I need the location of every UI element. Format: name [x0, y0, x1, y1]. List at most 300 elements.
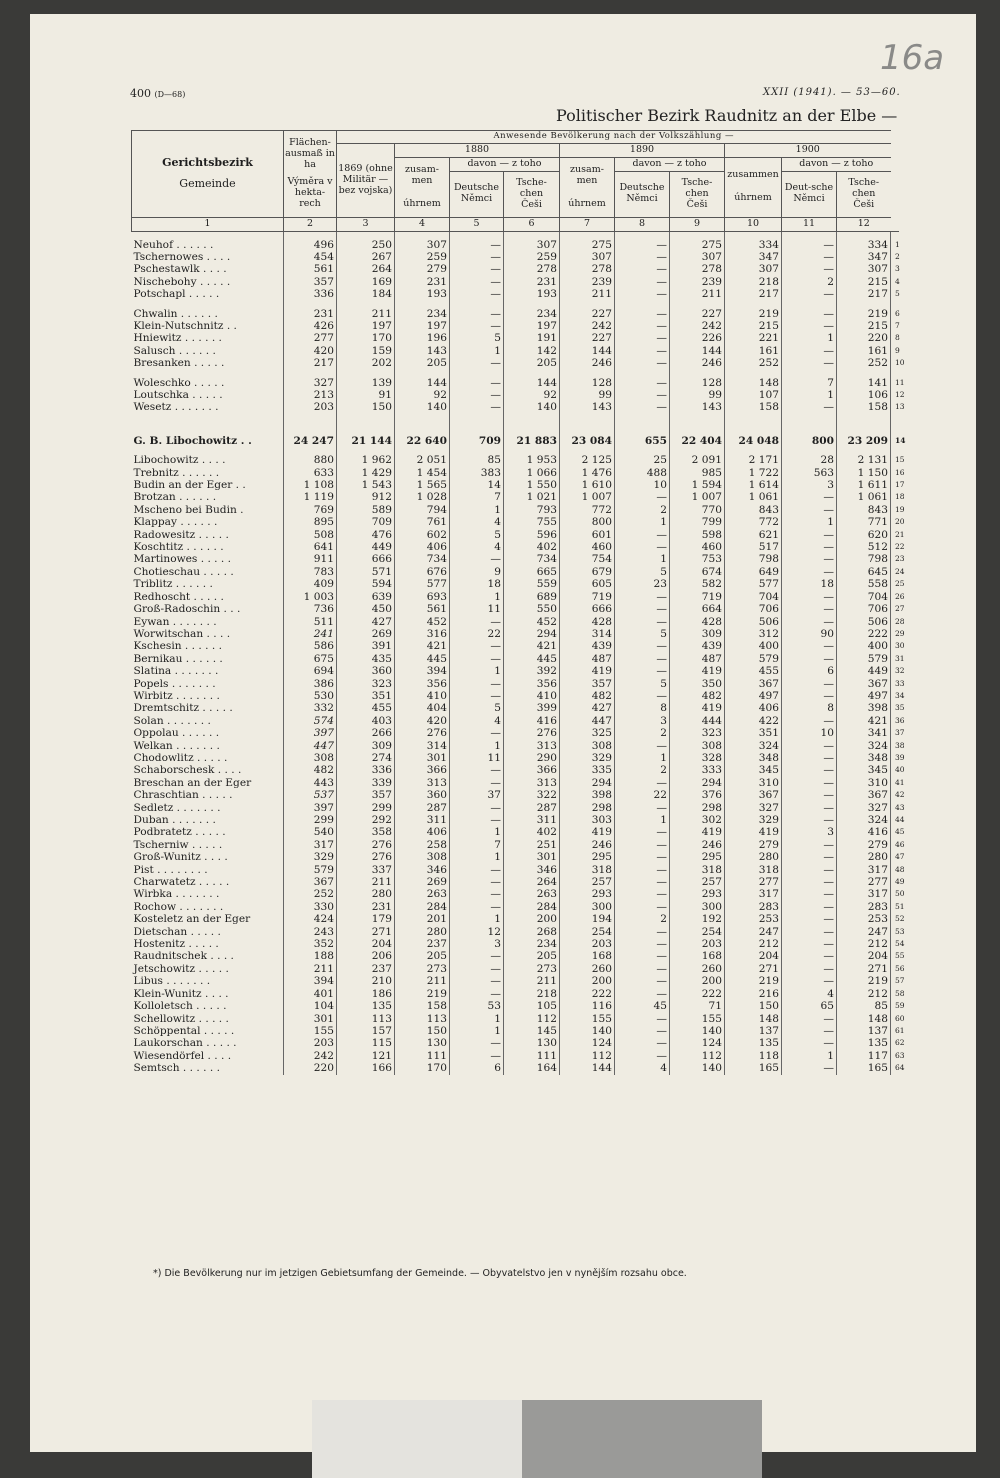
cell-value: 11: [450, 603, 504, 615]
cell-value: 517: [725, 541, 782, 553]
cell-value: 537: [284, 789, 337, 801]
cell-value: 508: [284, 529, 337, 541]
cell-value: 254: [560, 926, 615, 938]
cell-value: 397: [284, 802, 337, 814]
cell-value: 1 476: [560, 467, 615, 479]
table-row: [132, 616, 899, 628]
cell-value: 679: [560, 566, 615, 578]
cell-value: 112: [560, 1050, 615, 1062]
cell-value: 155: [560, 1013, 615, 1025]
cell-value: 753: [670, 553, 725, 565]
cell-value: —: [450, 690, 504, 702]
cell-value: 367: [725, 789, 782, 801]
row-number: 9: [891, 345, 899, 357]
cell-value: —: [782, 901, 837, 913]
row-number: 54: [891, 938, 899, 950]
cell-value: 345: [837, 764, 891, 776]
row-number: 41: [891, 777, 899, 789]
table-row: [132, 665, 899, 677]
cell-value: 367: [837, 789, 891, 801]
cell-value: 435: [337, 653, 395, 665]
cell-value: 307: [837, 263, 891, 275]
cell-value: 641: [284, 541, 337, 553]
cell-value: —: [782, 888, 837, 900]
cell-value: 736: [284, 603, 337, 615]
cell-value: 111: [395, 1050, 450, 1062]
table-row: [132, 288, 899, 300]
cell-value: 1: [615, 752, 670, 764]
cell-value: 3: [782, 826, 837, 838]
cell-value: 307: [504, 239, 560, 251]
municipality-name: Schöppental . . . . .: [133, 1024, 235, 1037]
cell-value: 219: [725, 308, 782, 320]
cell-value: 273: [395, 963, 450, 975]
cell-value: 197: [395, 320, 450, 332]
table-row: [132, 690, 899, 702]
cell-value: —: [450, 308, 504, 320]
cell-value: 2 171: [725, 454, 782, 466]
cell-value: 318: [670, 864, 725, 876]
municipality-name: Triblitz . . . . . .: [133, 578, 213, 591]
cell-value: 421: [395, 640, 450, 652]
cell-value: —: [782, 678, 837, 690]
cell-value: 317: [837, 888, 891, 900]
cell-value: 450: [337, 603, 395, 615]
cell-value: 1: [782, 1050, 837, 1062]
cell-value: 582: [670, 578, 725, 590]
cell-value: 150: [725, 1000, 782, 1012]
cell-value: 506: [725, 616, 782, 628]
cell-value: 709: [450, 435, 504, 447]
cell-value: 455: [725, 665, 782, 677]
cell-value: 357: [284, 276, 337, 288]
table-row: [132, 740, 899, 752]
cell-value: 605: [560, 578, 615, 590]
cell-value: 14: [450, 479, 504, 491]
census-table: [131, 130, 906, 1075]
municipality-name: Wirbitz . . . . . . .: [133, 689, 220, 702]
cell-value: 329: [560, 752, 615, 764]
district-total-row: [132, 435, 899, 447]
cell-value: —: [615, 345, 670, 357]
cell-value: 800: [560, 516, 615, 528]
cell-value: 188: [284, 950, 337, 962]
table-row: [132, 913, 899, 925]
cell-value: 497: [837, 690, 891, 702]
cell-value: 798: [837, 553, 891, 565]
cell-value: 237: [395, 938, 450, 950]
municipality-name: Groß-Wunitz . . . .: [133, 851, 228, 864]
cell-value: 53: [450, 1000, 504, 1012]
table-row: [132, 938, 899, 950]
cell-value: 351: [725, 727, 782, 739]
cell-value: 1 953: [504, 454, 560, 466]
cell-value: —: [615, 876, 670, 888]
cell-value: 307: [395, 239, 450, 251]
cell-value: 579: [837, 653, 891, 665]
cell-value: —: [450, 239, 504, 251]
municipality-name: Libochowitz . . . .: [133, 454, 226, 467]
cell-value: 279: [725, 839, 782, 851]
cell-value: 734: [395, 553, 450, 565]
cell-value: 192: [670, 913, 725, 925]
cell-value: 311: [504, 814, 560, 826]
row-number: 52: [891, 913, 899, 925]
municipality-name: Trebnitz . . . . . .: [133, 466, 220, 479]
row-number: 43: [891, 802, 899, 814]
cell-value: 351: [337, 690, 395, 702]
cell-value: 254: [670, 926, 725, 938]
municipality-name: Klein-Wunitz . . . .: [133, 987, 229, 1000]
cell-value: 487: [670, 653, 725, 665]
cell-value: 165: [725, 1062, 782, 1074]
cell-value: 217: [837, 288, 891, 300]
cell-value: 307: [560, 251, 615, 263]
cell-value: —: [782, 566, 837, 578]
cell-value: 106: [837, 389, 891, 401]
cell-value: 783: [284, 566, 337, 578]
cell-value: 476: [337, 529, 395, 541]
cell-value: 310: [725, 777, 782, 789]
cell-value: 22: [615, 789, 670, 801]
cell-value: 348: [837, 752, 891, 764]
municipality-name: Breschan an der Eger: [133, 776, 252, 789]
cell-value: 419: [670, 702, 725, 714]
cell-value: 197: [337, 320, 395, 332]
cell-value: 1: [782, 332, 837, 344]
cell-value: 449: [837, 665, 891, 677]
cell-value: 130: [504, 1037, 560, 1049]
cell-value: 314: [560, 628, 615, 640]
archive-label-gray: [522, 1400, 762, 1478]
cell-value: 324: [837, 814, 891, 826]
cell-value: 239: [560, 276, 615, 288]
cell-value: —: [615, 1025, 670, 1037]
cell-value: 211: [337, 308, 395, 320]
cell-value: 309: [670, 628, 725, 640]
cell-value: 410: [504, 690, 560, 702]
cell-value: 107: [725, 389, 782, 401]
cell-value: —: [782, 777, 837, 789]
cell-value: 427: [337, 616, 395, 628]
cell-value: 234: [395, 308, 450, 320]
cell-value: —: [782, 950, 837, 962]
municipality-name: Chwalin . . . . . .: [133, 307, 218, 320]
cell-value: 337: [337, 864, 395, 876]
municipality-name: Tscherniw . . . . .: [133, 838, 223, 851]
cell-value: 22 640: [395, 435, 450, 447]
cell-value: 1 543: [337, 479, 395, 491]
row-number: 32: [891, 665, 899, 677]
cell-value: 403: [337, 715, 395, 727]
cell-value: 336: [337, 764, 395, 776]
spacer-row: [132, 301, 899, 308]
cell-value: 148: [725, 377, 782, 389]
cell-value: 222: [560, 988, 615, 1000]
cell-value: 212: [837, 988, 891, 1000]
cell-value: —: [782, 913, 837, 925]
table-row: [132, 702, 899, 714]
cell-value: —: [450, 963, 504, 975]
cell-value: 704: [725, 591, 782, 603]
cell-value: 391: [337, 640, 395, 652]
cell-value: 424: [284, 913, 337, 925]
cell-value: 308: [560, 740, 615, 752]
cell-value: 193: [504, 288, 560, 300]
row-number: 21: [891, 529, 899, 541]
table-row: [132, 1013, 899, 1025]
cell-value: 85: [837, 1000, 891, 1012]
cell-value: 350: [670, 678, 725, 690]
cell-value: 530: [284, 690, 337, 702]
cell-value: —: [450, 764, 504, 776]
municipality-name: Hniewitz . . . . . .: [133, 332, 222, 345]
header-deutsche-1880: Deutsche Němci: [450, 171, 504, 217]
cell-value: 333: [670, 764, 725, 776]
cell-value: 793: [504, 504, 560, 516]
cell-value: 231: [504, 276, 560, 288]
cell-value: 427: [560, 702, 615, 714]
cell-value: —: [450, 616, 504, 628]
table-row: [132, 603, 899, 615]
row-number: 5: [891, 288, 899, 300]
cell-value: 386: [284, 678, 337, 690]
cell-value: 278: [670, 263, 725, 275]
cell-value: 219: [395, 988, 450, 1000]
cell-value: —: [782, 251, 837, 263]
cell-value: 295: [670, 851, 725, 863]
cell-value: —: [450, 389, 504, 401]
cell-value: 1 061: [725, 491, 782, 503]
cell-value: 280: [337, 888, 395, 900]
table-row: [132, 888, 899, 900]
cell-value: —: [450, 777, 504, 789]
cell-value: 2: [615, 913, 670, 925]
header-deutsche-1900: Deut-sche Němci: [782, 171, 837, 217]
cell-value: 586: [284, 640, 337, 652]
cell-value: 345: [725, 764, 782, 776]
cell-value: 540: [284, 826, 337, 838]
cell-value: 1 565: [395, 479, 450, 491]
cell-value: 366: [395, 764, 450, 776]
cell-value: 139: [337, 377, 395, 389]
cell-value: 799: [670, 516, 725, 528]
cell-value: 137: [837, 1025, 891, 1037]
cell-value: 406: [395, 541, 450, 553]
cell-value: 22 404: [670, 435, 725, 447]
cell-value: 329: [725, 814, 782, 826]
cell-value: 273: [504, 963, 560, 975]
row-number: 6: [891, 308, 899, 320]
cell-value: 346: [504, 864, 560, 876]
row-number: 10: [891, 357, 899, 369]
cell-value: 158: [395, 1000, 450, 1012]
cell-value: 121: [337, 1050, 395, 1062]
cell-value: 460: [670, 541, 725, 553]
row-number: 33: [891, 678, 899, 690]
cell-value: 404: [395, 702, 450, 714]
cell-value: 734: [504, 553, 560, 565]
cell-value: 205: [504, 357, 560, 369]
cell-value: 90: [782, 628, 837, 640]
row-number: 30: [891, 640, 899, 652]
cell-value: 2 051: [395, 454, 450, 466]
row-number: 12: [891, 389, 899, 401]
cell-value: 292: [337, 814, 395, 826]
cell-value: 301: [284, 1013, 337, 1025]
cell-value: 204: [837, 950, 891, 962]
row-number: 62: [891, 1037, 899, 1049]
cell-value: 283: [725, 901, 782, 913]
cell-value: 65: [782, 1000, 837, 1012]
cell-value: 266: [337, 727, 395, 739]
municipality-name: Klappay . . . . . .: [133, 516, 218, 529]
spacer-row: [132, 370, 899, 377]
cell-value: 179: [337, 913, 395, 925]
cell-value: 577: [725, 578, 782, 590]
row-number: 56: [891, 963, 899, 975]
municipality-name: Chotieschau . . . . .: [133, 565, 234, 578]
municipality-name: Hostenitz . . . . .: [133, 938, 219, 951]
cell-value: 665: [504, 566, 560, 578]
cell-value: 323: [337, 678, 395, 690]
cell-value: —: [615, 938, 670, 950]
cell-value: 155: [670, 1013, 725, 1025]
cell-value: 754: [560, 553, 615, 565]
cell-value: 215: [725, 320, 782, 332]
cell-value: 843: [725, 504, 782, 516]
table-row: [132, 389, 899, 401]
table-row: [132, 802, 899, 814]
cell-value: —: [615, 529, 670, 541]
cell-value: 1 021: [504, 491, 560, 503]
municipality-name: Slatina . . . . . . .: [133, 665, 219, 678]
table-row: [132, 727, 899, 739]
row-number: 55: [891, 950, 899, 962]
row-number: 35: [891, 702, 899, 714]
cell-value: 204: [337, 938, 395, 950]
municipality-name: Bernikau . . . . . .: [133, 652, 223, 665]
cell-value: 220: [837, 332, 891, 344]
cell-value: 2: [615, 504, 670, 516]
cell-value: —: [615, 864, 670, 876]
municipality-name: Pschestawlk . . . .: [133, 263, 227, 276]
row-number: 15: [891, 454, 899, 466]
cell-value: 161: [725, 345, 782, 357]
cell-value: 206: [337, 950, 395, 962]
table-row: [132, 401, 899, 413]
cell-value: —: [450, 727, 504, 739]
table-row: [132, 345, 899, 357]
table-row: [132, 963, 899, 975]
cell-value: 301: [504, 851, 560, 863]
header-zusammen-1900: zusammen úhrnem: [725, 157, 782, 217]
cell-value: 18: [450, 578, 504, 590]
cell-value: 329: [284, 851, 337, 863]
municipality-name: Mscheno bei Budin .: [133, 503, 244, 516]
municipality-name: Dremtschitz . . . . .: [133, 702, 233, 715]
cell-value: 693: [395, 591, 450, 603]
cell-value: 402: [504, 541, 560, 553]
table-row: [132, 239, 899, 251]
cell-value: —: [615, 950, 670, 962]
cell-value: 843: [837, 504, 891, 516]
row-number: 27: [891, 603, 899, 615]
spacer-row: [132, 414, 899, 421]
cell-value: 598: [670, 529, 725, 541]
cell-value: 332: [284, 702, 337, 714]
municipality-name: Nischebohy . . . . .: [133, 275, 231, 288]
cell-value: 367: [284, 876, 337, 888]
cell-value: 317: [284, 839, 337, 851]
cell-value: —: [450, 888, 504, 900]
cell-value: 216: [725, 988, 782, 1000]
municipality-name: Loutschka . . . . .: [133, 389, 223, 401]
cell-value: 140: [395, 401, 450, 413]
cell-value: 447: [560, 715, 615, 727]
cell-value: 222: [670, 988, 725, 1000]
cell-value: 719: [560, 591, 615, 603]
cell-value: 621: [725, 529, 782, 541]
cell-value: 666: [337, 553, 395, 565]
cell-value: —: [782, 401, 837, 413]
cell-value: 203: [284, 401, 337, 413]
row-number: 50: [891, 888, 899, 900]
cell-value: 246: [560, 357, 615, 369]
cell-value: 335: [560, 764, 615, 776]
cell-value: —: [450, 377, 504, 389]
cell-value: 283: [837, 901, 891, 913]
cell-value: 21 883: [504, 435, 560, 447]
cell-value: 311: [395, 814, 450, 826]
row-number: 36: [891, 715, 899, 727]
cell-value: 284: [504, 901, 560, 913]
cell-value: —: [615, 332, 670, 344]
cell-value: —: [782, 239, 837, 251]
cell-value: 237: [337, 963, 395, 975]
cell-value: —: [615, 665, 670, 677]
cell-value: 1 610: [560, 479, 615, 491]
cell-value: 28: [782, 454, 837, 466]
cell-value: 287: [504, 802, 560, 814]
cell-value: 45: [615, 1000, 670, 1012]
cell-value: 419: [670, 665, 725, 677]
cell-value: 155: [284, 1025, 337, 1037]
cell-value: 276: [504, 727, 560, 739]
row-number: 37: [891, 727, 899, 739]
cell-value: 157: [337, 1025, 395, 1037]
cell-value: 574: [284, 715, 337, 727]
cell-value: 212: [725, 938, 782, 950]
header-census-caption: Anwesende Bevölkerung nach der Volkszählung —: [337, 131, 891, 144]
cell-value: 99: [560, 389, 615, 401]
cell-value: 2: [615, 727, 670, 739]
cell-value: 271: [837, 963, 891, 975]
municipality-name: Dietschan . . . . .: [133, 925, 221, 938]
cell-value: 124: [670, 1037, 725, 1049]
cell-value: 219: [837, 975, 891, 987]
cell-value: 675: [284, 653, 337, 665]
cell-value: 2: [615, 764, 670, 776]
cell-value: 406: [725, 702, 782, 714]
cell-value: 298: [560, 802, 615, 814]
cell-value: —: [450, 276, 504, 288]
cell-value: 71: [670, 1000, 725, 1012]
table-row: [132, 640, 899, 652]
cell-value: 184: [337, 288, 395, 300]
row-number: 11: [891, 377, 899, 389]
cell-value: 1 594: [670, 479, 725, 491]
